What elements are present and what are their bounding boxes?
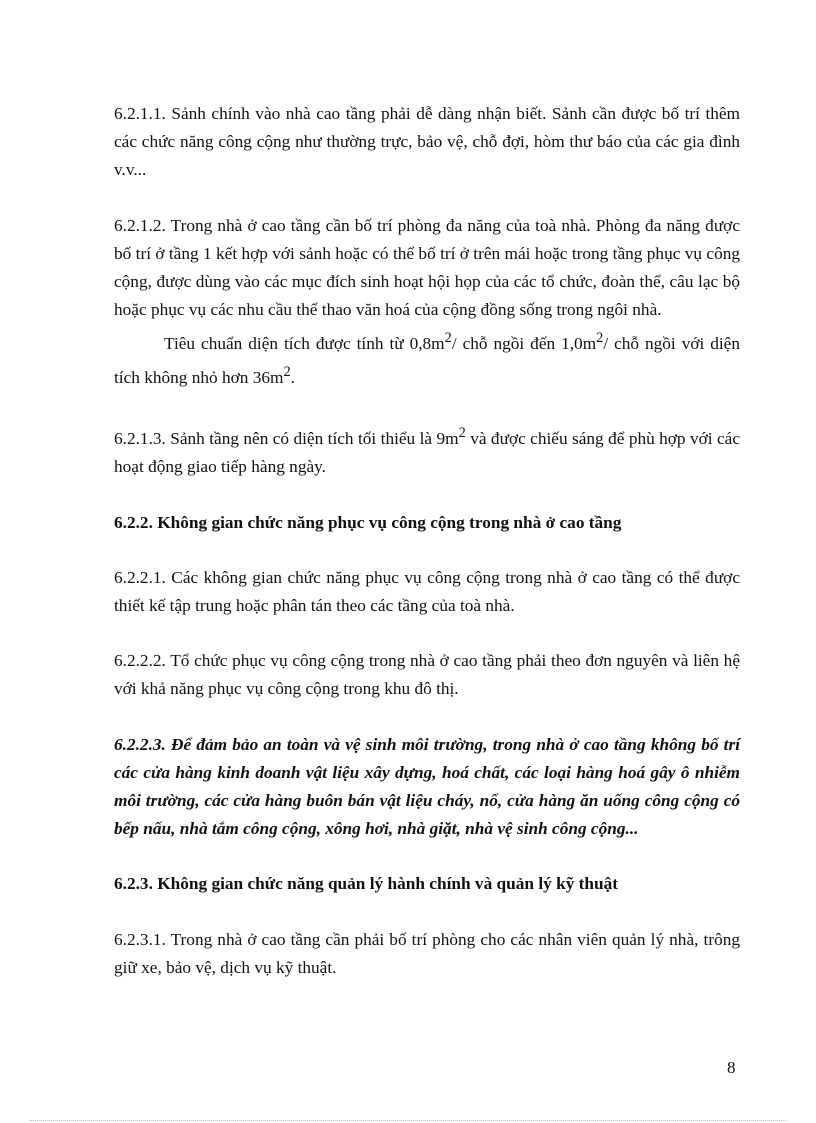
paragraph-6-2-1-1: 6.2.1.1. Sảnh chính vào nhà cao tầng phải dễ dàng nhận biết. Sảnh cần được bố trí thêm các chức năng công cộng như thường trực, bảo vệ, chỗ đợi, hòm thư báo của các gia đình v.v... xyxy=(114,104,740,180)
text-segment: . xyxy=(290,368,295,388)
page-bottom-border xyxy=(30,1120,786,1121)
text-segment: Tiêu chuẩn diện tích được tính từ 0,8m xyxy=(164,334,445,354)
paragraph-6-2-1-3 xyxy=(114,419,740,481)
text-segment: / chỗ ngồi với diện tích không nhỏ hơn 36m xyxy=(114,334,740,388)
paragraph-area-standard xyxy=(114,324,740,392)
text-segment: 6.2.1.3. Sảnh tầng nên có diện tích tối thiểu là 9m xyxy=(114,429,459,449)
paragraph-6-2-2-2: 6.2.2.2. Tổ chức phục vụ công cộng trong nhà ở cao tầng phải theo đơn nguyên và liên hệ với khả năng phục vụ công cộng trong khu đô thị. xyxy=(114,651,740,699)
section-heading-6-2-3: 6.2.3. Không gian chức năng quản lý hành chính và quản lý kỹ thuật xyxy=(114,874,619,894)
superscript: 2 xyxy=(283,364,291,381)
paragraph-6-2-2-3: 6.2.2.3. Để đảm bảo an toàn và vệ sinh môi trường, trong nhà ở cao tầng không bố trí các cửa hàng kinh doanh vật liệu xây dựng, hoá chất, các loại hàng hoá gây ô nhiễm môi trường, các cửa hàng buôn bán vật liệu cháy, nổ, cửa hàng ăn uống công cộng có bếp nấu, nhà tắm công cộng, xông hơi, nhà giặt, nhà vệ sinh công cộng... xyxy=(114,734,740,839)
text-segment: / chỗ ngồi đến 1,0m xyxy=(451,334,597,354)
paragraph-6-2-2-1: 6.2.2.1. Các không gian chức năng phục vụ công cộng trong nhà ở cao tầng có thể được thiết kế tập trung hoặc phân tán theo các tầng của toà nhà. xyxy=(114,567,740,615)
superscript: 2 xyxy=(444,330,452,347)
document-body xyxy=(114,100,740,982)
paragraph-6-2-1-2: 6.2.1.2. Trong nhà ở cao tầng cần bố trí phòng đa năng của toà nhà. Phòng đa năng được bố trí ở tầng 1 kết hợp với sảnh hoặc có thể bố trí ở trên mái hoặc trong tầng phục vụ công cộng, được dùng vào các mục đích sinh hoạt hội họp của các tổ chức, đoàn thể, câu lạc bộ hoặc phục vụ các nhu cầu thể thao văn hoá của cộng đồng sống trong ngôi nhà. xyxy=(114,215,740,320)
text-segment: và được chiếu sáng để phù hợp với các hoạt động giao tiếp hàng ngày. xyxy=(114,429,740,477)
page-number: 8 xyxy=(727,1058,736,1077)
paragraph-6-2-3-1: 6.2.3.1. Trong nhà ở cao tầng cần phải bố trí phòng cho các nhân viên quản lý nhà, trông giữ xe, bảo vệ, dịch vụ kỹ thuật. xyxy=(114,929,740,977)
superscript: 2 xyxy=(596,330,604,347)
section-heading-6-2-2: 6.2.2. Không gian chức năng phục vụ công cộng trong nhà ở cao tầng xyxy=(114,512,622,532)
superscript: 2 xyxy=(458,425,466,442)
